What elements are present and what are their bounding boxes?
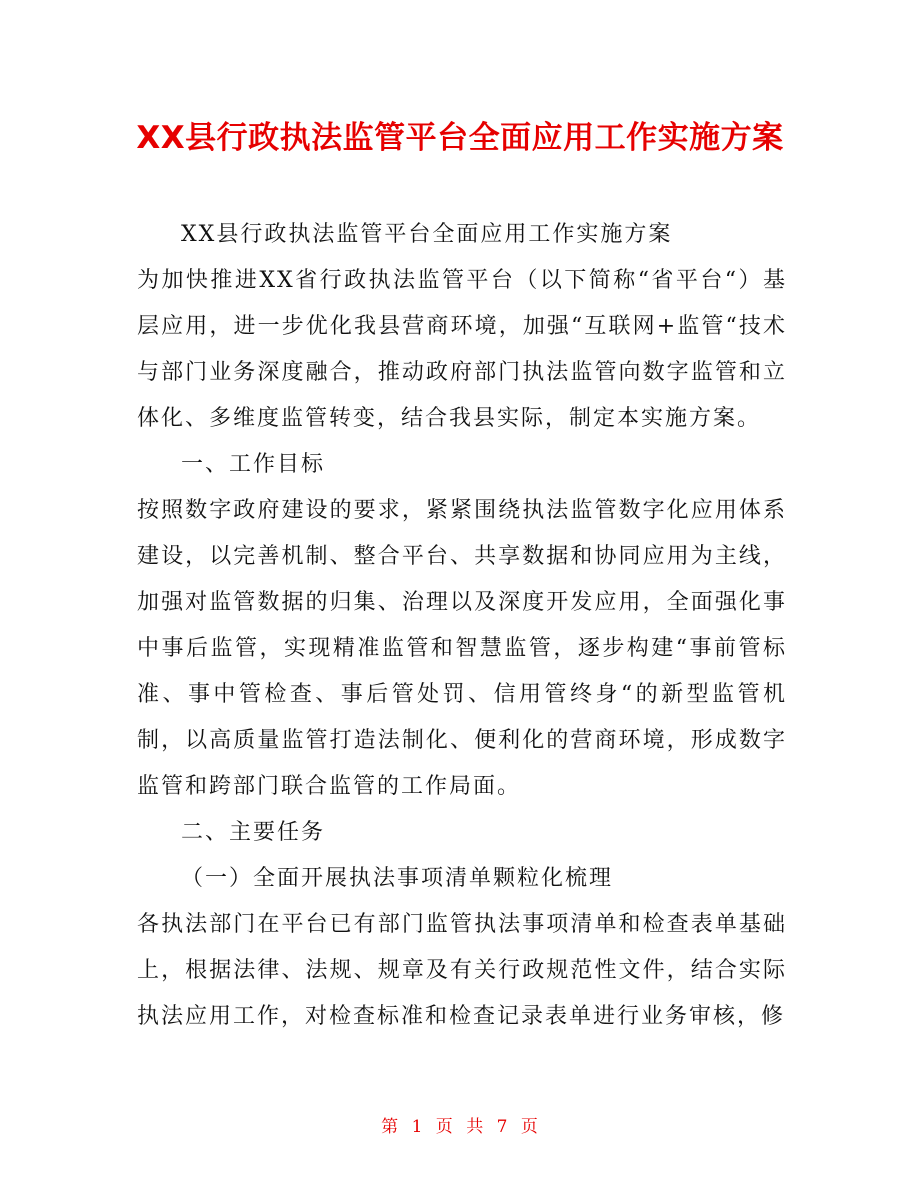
goals-paragraph: 按照数字政府建设的要求，紧紧围绕执法监管数字化应用体系建设，以完善机制、整合平台、共享数据和协同应用为主线，加强对监管数据的归集、治理以及深度开发应用，全面强化事中事后监管，实现精准监管和智慧监管，逐步构建“事前管标准、事中管检查、事后管处罚、信用管终身“的新型监管机制，以高质量监管打造法制化、便利化的营商环境，形成数字监管和跨部门联合监管的工作局面。 — [137, 498, 787, 799]
section-heading-goals: 一、工作目标 — [181, 452, 326, 477]
intro-paragraph: 为加快推进XX省行政执法监管平台（以下简称“省平台“）基层应用，进一步优化我县营商环境，加强“互联网+监管“技术与部门业务深度融合，推动政府部门执法监管向数字监管和立体化、多维度监管转变，结合我县实际，制定本实施方案。 — [137, 268, 787, 431]
task-paragraph-1: 各执法部门在平台已有部门监管执法事项清单和检查表单基础上，根据法律、法规、规章及有关行政规范性文件，结合实际执法应用工作，对检查标准和检查记录表单进行业务审核，修 — [137, 912, 787, 1029]
body-subtitle: XX县行政执法监管平台全面应用工作实施方案 — [181, 222, 673, 247]
document-body — [137, 212, 787, 1040]
section-heading-tasks: 二、主要任务 — [181, 820, 326, 845]
subsection-heading-1: （一）全面开展执法事项清单颗粒化梳理 — [181, 866, 614, 891]
document-title: XX县行政执法监管平台全面应用工作实施方案 — [136, 120, 784, 156]
page-number-footer: 第 1 页 共 7 页 — [381, 1117, 539, 1137]
